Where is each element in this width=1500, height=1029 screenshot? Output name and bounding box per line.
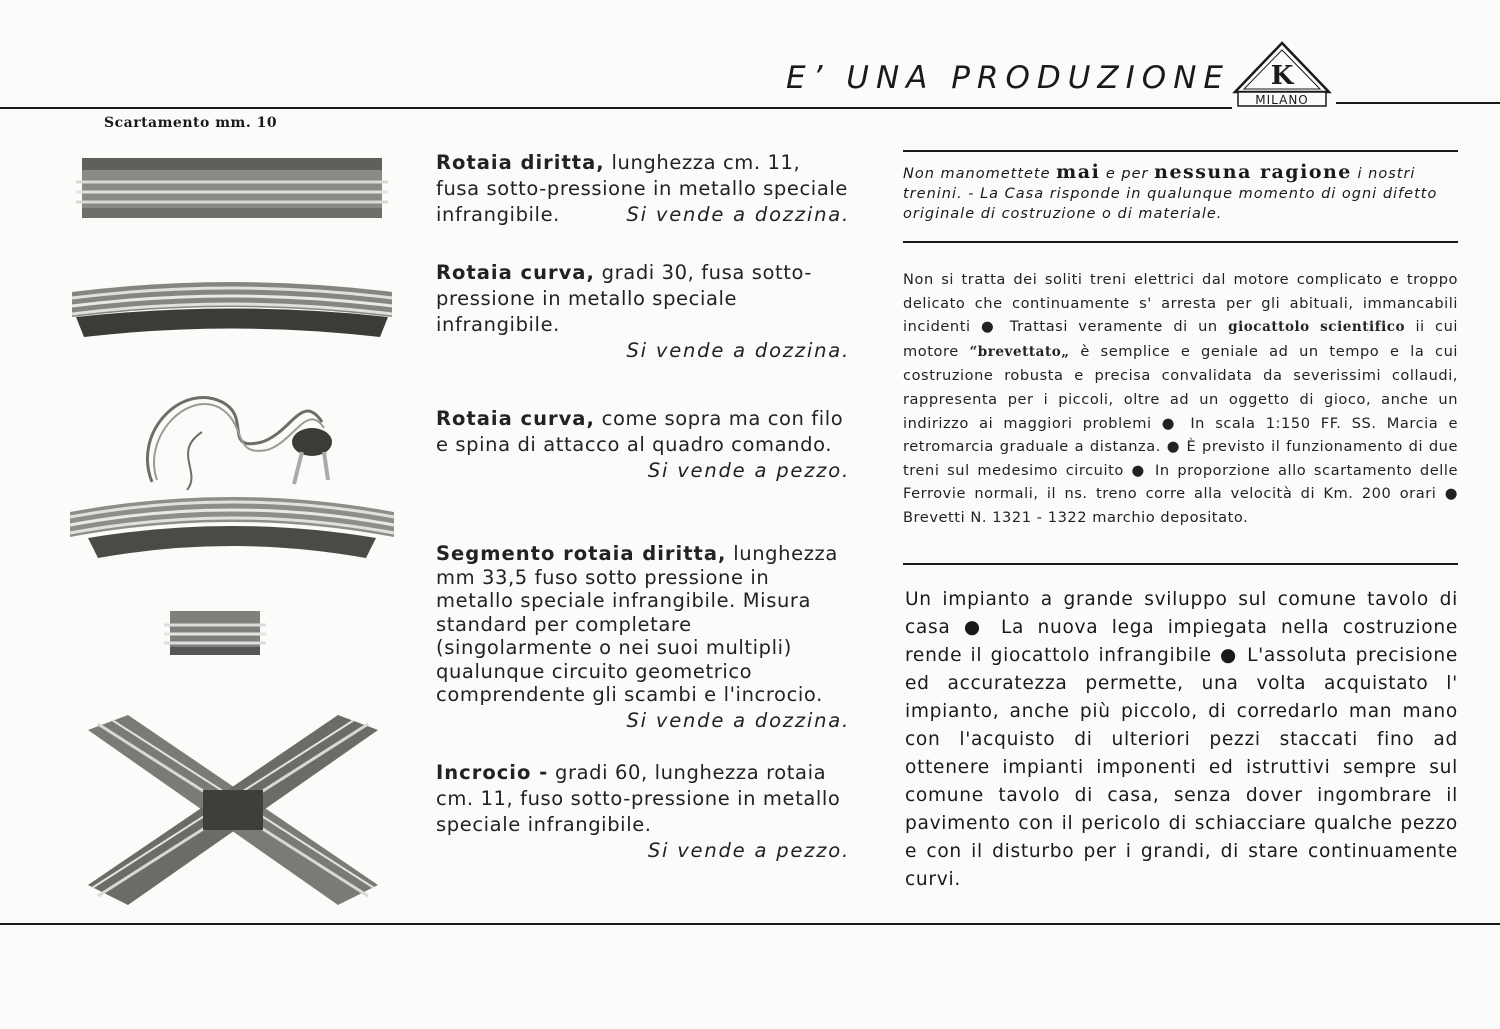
crossing-image (68, 710, 398, 910)
description-emphasis: “brevettato„ (969, 343, 1070, 360)
header-rule-right (1336, 102, 1500, 104)
product-crossing (436, 760, 850, 864)
warning-rule-top (903, 150, 1458, 152)
manufacturer-logo (1232, 40, 1332, 108)
footer-rule (0, 923, 1500, 925)
warning-text: e per (1100, 166, 1155, 182)
straight-rail-image (62, 152, 402, 222)
warning-rule-bottom (903, 241, 1458, 243)
warning-emphasis: mai (1056, 161, 1101, 183)
warning-text: Non manomettete (903, 166, 1057, 182)
product-curved-rail (436, 260, 850, 364)
product-name: Segmento rotaia diritta, (436, 542, 727, 565)
product-description-paragraph (903, 268, 1458, 530)
product-name: Rotaia curva, (436, 261, 595, 284)
product-sale-note: Si vende a dozzina. (626, 708, 850, 732)
curved-rail-with-wire-image (62, 372, 402, 582)
description-text: è semplice e geniale ad un tempo e la cui costruzione robusta e precisa convalidata da severissimi collaudi, rappresenta per i piccoli, oltre ad un oggetto di gioco, anche un indirizzo ai maggiori problemi ● In scala 1:150 FF. SS. Marcia e retromarcia graduale a distanza. ● È previsto il funzionamento di due treni sul medesimo circuito ● In proporzione allo scartamento delle Ferrovie normali, il ns. treno corre alla velocità di Km. 200 orari ● Brevetti N. 1321 - 1322 marchio depositato. (903, 342, 1458, 526)
description-text: ii cui motore (903, 318, 1459, 360)
logo-letter: K (1270, 61, 1294, 91)
product-description: lunghezza cm. 11, fusa sotto-pressione in metallo speciale infrangibile. (436, 151, 848, 226)
warning-notice (903, 162, 1458, 224)
logo-text: MILANO (1255, 93, 1309, 107)
layout-paragraph: Un impianto a grande sviluppo sul comune tavolo di casa ● La nuova lega impiegata nella costruzione rende il giocattolo infrangibile ● L'assoluta precisione ed accuratezza permette, una volta acquistato l' impianto, anche più piccolo, di corredarlo man mano con l'acquisto di ulteriori pezzi staccati fino ad ottenere impianti imponenti ed istruttivi sempre sul comune tavolo di casa, senza dover ingombrare il pavimento con il pericolo di schiacciare qualche pezzo e con il disturbo per i grandi, di stare continuamente curvi. (905, 589, 1458, 890)
product-description: gradi 60, lunghezza rotaia cm. 11, fuso sotto-pressione in metallo speciale infrangibile. (436, 761, 841, 836)
product-curved-rail-wire (436, 406, 850, 484)
page-heading: E’ UNA PRODUZIONE (786, 60, 1230, 96)
description-rule (903, 563, 1458, 565)
product-name: Rotaia diritta, (436, 151, 605, 174)
gauge-subtitle: Scartamento mm. 10 (104, 115, 278, 131)
product-straight-rail (436, 150, 850, 228)
warning-emphasis: nessuna ragione (1154, 161, 1352, 183)
rail-segment-image (160, 607, 270, 659)
product-sale-note: Si vende a dozzina. (626, 339, 850, 362)
product-sale-note: Si vende a pezzo. (647, 839, 850, 862)
description-text: Non si tratta dei soliti treni elettrici dal motore complicato e troppo delicato che continuamente s' arresta per gli abituali, immancabili incidenti ● Trattasi veramente di un (903, 271, 1458, 336)
product-name: Rotaia curva, (436, 407, 595, 430)
header-rule-left (0, 107, 1232, 109)
description-emphasis: giocattolo scientifico (1228, 319, 1406, 336)
product-description: come sopra ma con filo e spina di attacco al quadro comando. (436, 407, 844, 456)
product-sale-note: Si vende a dozzina. (626, 203, 850, 226)
warning-text: i nostri trenini. - La Casa risponde in qualunque momento di ogni difetto originale di costruzione o di materiale. (903, 166, 1438, 222)
curved-rail-image (62, 262, 402, 342)
product-description: gradi 30, fusa sotto-pressione in metallo speciale infrangibile. (436, 261, 813, 336)
product-sale-note: Si vende a pezzo. (647, 459, 850, 482)
product-description: lunghezza mm 33,5 fuso sotto pressione in metallo speciale infrangibile. Misura standard per completare (singolarmente o nei suoi multipli) qualunque circuito geometrico comprendente gli scambi e l'incrocio. (436, 542, 838, 706)
product-name: Incrocio - (436, 761, 549, 784)
product-rail-segment (436, 542, 850, 732)
